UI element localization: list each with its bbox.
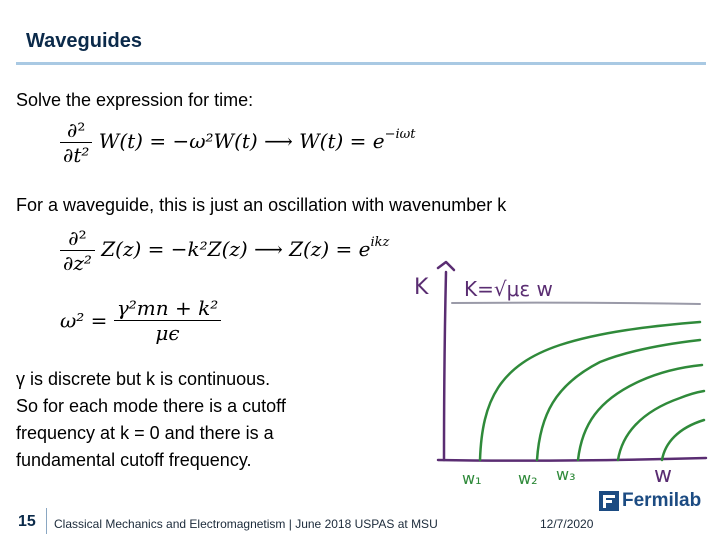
eq2-numerator: ∂² bbox=[60, 226, 95, 251]
waveguide-text: For a waveguide, this is just an oscillation with wavenumber k bbox=[16, 195, 507, 215]
mode-curve-1 bbox=[480, 322, 700, 460]
footer-course: Classical Mechanics and Electromagnetism | June 2018 USPAS at MSU bbox=[54, 517, 438, 531]
fermilab-logo bbox=[598, 490, 701, 512]
mode-label-w3: w₃ bbox=[556, 465, 576, 484]
axis-label-w: w bbox=[654, 463, 672, 488]
mode-curve-3 bbox=[578, 365, 702, 460]
slide-title: Waveguides bbox=[26, 30, 142, 52]
mode-label-w1: w₁ bbox=[462, 469, 482, 488]
eq1-exponent: −iωt bbox=[384, 127, 416, 142]
x-axis bbox=[438, 458, 706, 461]
eq1-body: W(t) = −ω²W(t) ⟶ W(t) = e bbox=[98, 129, 385, 153]
eq2-body: Z(z) = −k²Z(z) ⟶ Z(z) = e bbox=[101, 237, 371, 261]
light-line-label: K=√με w bbox=[464, 277, 553, 301]
axis-label-k: K bbox=[414, 275, 429, 300]
fermilab-logo-text: Fermilab bbox=[622, 490, 702, 511]
y-axis-arrow bbox=[438, 262, 454, 270]
light-line bbox=[452, 303, 700, 304]
eq1-numerator: ∂² bbox=[60, 118, 92, 143]
body-line: fundamental cutoff frequency. bbox=[16, 450, 252, 470]
body-line: frequency at k = 0 and there is a bbox=[16, 423, 274, 443]
body-line: γ is discrete but k is continuous. bbox=[16, 369, 271, 389]
mode-curve-5 bbox=[662, 420, 704, 460]
y-axis bbox=[444, 272, 446, 460]
body-line: So for each mode there is a cutoff bbox=[16, 396, 286, 416]
mode-label-w2: w₂ bbox=[518, 469, 538, 488]
eq3-lhs: ω² = bbox=[60, 308, 108, 333]
fermilab-logo-icon bbox=[598, 490, 620, 512]
eq1-denominator: ∂t² bbox=[63, 143, 90, 167]
eq3-numerator: γ²mn + k² bbox=[114, 296, 221, 321]
eq2-denominator: ∂z² bbox=[63, 251, 92, 275]
footer-date: 12/7/2020 bbox=[540, 517, 594, 531]
page-number: 15 bbox=[18, 513, 36, 530]
footer-divider bbox=[46, 508, 47, 534]
eq3-denominator: μϵ bbox=[155, 321, 180, 345]
intro-text: Solve the expression for time: bbox=[16, 90, 254, 110]
eq2-exponent: ikz bbox=[370, 235, 390, 250]
